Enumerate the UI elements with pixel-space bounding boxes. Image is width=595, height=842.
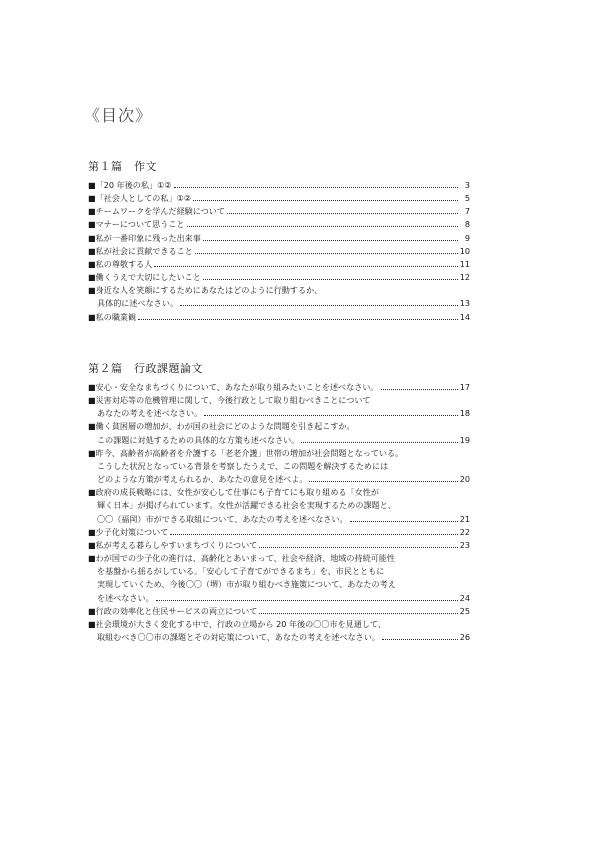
toc-entry[interactable] bbox=[88, 192, 470, 205]
toc-entry-text: ■チームワークを学んだ経験について bbox=[88, 206, 225, 217]
toc-entry[interactable] bbox=[88, 552, 470, 605]
toc-page-number: 23 bbox=[459, 539, 470, 550]
toc-entry-text: ■私が一番印象に残った出来事 bbox=[88, 232, 201, 243]
dot-leader bbox=[382, 639, 458, 640]
dot-leader bbox=[301, 442, 457, 443]
toc-entry-text: ■私の尊敬する人 bbox=[88, 258, 153, 269]
toc-entry-line bbox=[88, 499, 470, 512]
toc-entry-text: ■「20 年後の私」①② bbox=[88, 180, 172, 190]
toc-entry[interactable] bbox=[88, 232, 470, 245]
dot-leader bbox=[204, 415, 457, 416]
section-heading: 第１篇 作文 bbox=[88, 160, 157, 173]
toc-entry-line bbox=[88, 552, 470, 565]
toc-page-number: 18 bbox=[459, 408, 470, 419]
toc-entry-line bbox=[88, 311, 470, 324]
toc-entry-line bbox=[88, 447, 470, 460]
toc-entry-text: ■マナーについて思うこと bbox=[88, 219, 185, 230]
toc-entry-text: あなたの考えを述べなさい。 bbox=[97, 408, 203, 419]
dot-leader bbox=[180, 305, 458, 306]
page-title: 《目次》 bbox=[84, 106, 153, 125]
toc-entry-line bbox=[88, 473, 470, 486]
toc-entry-text: を基盤から揺るがしている。「安心して子育てができるまち」を、市民とともに bbox=[97, 566, 385, 577]
dot-leader bbox=[174, 187, 458, 188]
toc-page-number: 25 bbox=[459, 605, 470, 616]
toc-entry-text: ■身近な人を笑顔にするためにあなたはどのように行動するか、 bbox=[88, 285, 323, 296]
toc-entry[interactable] bbox=[88, 394, 470, 420]
dot-leader bbox=[138, 319, 458, 320]
toc-entry-line bbox=[88, 460, 470, 473]
toc-entry-text: 具体的に述べなさい。 bbox=[97, 298, 178, 309]
toc-entry-line bbox=[88, 245, 470, 258]
dot-leader bbox=[187, 226, 458, 227]
toc-page-number: 22 bbox=[459, 526, 470, 537]
dot-leader bbox=[170, 534, 457, 535]
toc-entry[interactable] bbox=[88, 447, 470, 486]
toc-entry-line bbox=[88, 486, 470, 499]
dot-leader bbox=[350, 521, 458, 522]
toc-entry[interactable] bbox=[88, 311, 470, 324]
toc-entry-text: ■働くうえで大切にしたいこと bbox=[88, 272, 201, 283]
toc-entry[interactable] bbox=[88, 539, 470, 552]
toc-entry-line bbox=[88, 605, 470, 618]
toc-entry-line bbox=[88, 565, 470, 578]
toc-entry-text: ■働く貧困層の増加が、わが国の社会にどのような問題を引き起こすか。 bbox=[88, 421, 355, 432]
dot-leader bbox=[154, 266, 457, 267]
toc-entry-text: ■社会環境が大きく変化する中で、行政の立場から 20 年後の〇〇市を見通して、 bbox=[88, 618, 386, 629]
toc-entry[interactable] bbox=[88, 618, 470, 644]
toc-entry-list bbox=[88, 381, 470, 644]
toc-entry-text: ■私の職業観 bbox=[88, 311, 137, 322]
toc-entry-line bbox=[88, 618, 470, 631]
dot-leader bbox=[203, 279, 458, 280]
toc-page-number: 3 bbox=[464, 180, 470, 190]
toc-entry-line bbox=[88, 192, 470, 205]
toc-entry-list bbox=[88, 179, 470, 324]
toc-entry[interactable] bbox=[88, 245, 470, 258]
dot-leader bbox=[193, 200, 458, 201]
dot-leader bbox=[381, 389, 458, 390]
toc-entry[interactable] bbox=[88, 218, 470, 231]
toc-entry-line bbox=[88, 232, 470, 245]
toc-entry-text: こうした状況となっている背景を考察したうえで、この問題を解決するためには bbox=[97, 460, 389, 471]
toc-entry[interactable] bbox=[88, 258, 470, 271]
toc-entry-text: ■安心・安全なまちづくりについて、あなたが取り組みたいことを述べなさい。 bbox=[88, 382, 379, 392]
toc-entry-text: ■政府の成長戦略には、女性が安心して仕事にも子育てにも取り組める「女性が bbox=[88, 487, 379, 498]
toc-page-number: 7 bbox=[464, 206, 470, 217]
toc-entry-text: 取組むべき〇〇市の課題とその対応策について、あなたの考えを述べなさい。 bbox=[97, 631, 380, 642]
toc-entry-line bbox=[88, 434, 470, 447]
toc-entry-line bbox=[88, 205, 470, 218]
toc-entry[interactable] bbox=[88, 486, 470, 525]
toc-entry-line bbox=[88, 526, 470, 539]
dot-leader bbox=[195, 253, 458, 254]
toc-entry-line bbox=[88, 271, 470, 284]
toc-page-number: 9 bbox=[464, 232, 470, 243]
toc-page-number: 26 bbox=[459, 631, 470, 642]
dot-leader bbox=[259, 547, 457, 548]
toc-entry[interactable] bbox=[88, 205, 470, 218]
toc-entry-text: ■昨今、高齢者が高齢者を介護する「老老介護」世帯の増加が社会問題となっている。 bbox=[88, 447, 404, 458]
toc-page-number: 10 bbox=[459, 245, 470, 256]
toc-entry-line bbox=[88, 420, 470, 433]
toc-entry[interactable] bbox=[88, 284, 470, 310]
toc-entry-line bbox=[88, 539, 470, 552]
toc-page-number: 24 bbox=[459, 592, 470, 603]
toc-entry-text: ■行政の効率化と住民サービスの両立について bbox=[88, 605, 258, 616]
toc-entry[interactable] bbox=[88, 526, 470, 539]
dot-leader bbox=[309, 481, 457, 482]
toc-entry-line bbox=[88, 218, 470, 231]
toc-entry-line bbox=[88, 513, 470, 526]
toc-entry-line bbox=[88, 592, 470, 605]
dot-leader bbox=[259, 613, 457, 614]
dot-leader bbox=[156, 600, 458, 601]
toc-entry-line bbox=[88, 407, 470, 420]
toc-section-essays bbox=[88, 158, 470, 324]
dot-leader bbox=[227, 213, 458, 214]
toc-page-number: 8 bbox=[464, 219, 470, 230]
toc-entry-line bbox=[88, 578, 470, 591]
toc-entry-text: 〇〇（福岡）市ができる取組について、あなたの考えを述べなさい。 bbox=[97, 513, 348, 524]
toc-entry-text: 輝く日本」が掲げられています。女性が活躍できる社会を実現するための課題と、 bbox=[97, 500, 396, 511]
toc-page-number: 14 bbox=[459, 311, 470, 322]
toc-entry-text: ■私が社会に貢献できること bbox=[88, 245, 193, 256]
dot-leader bbox=[203, 240, 458, 241]
toc-section-policy-essays bbox=[88, 360, 470, 644]
toc-entry-line bbox=[88, 394, 470, 407]
toc-page-number: 21 bbox=[459, 513, 470, 524]
toc-page-number: 11 bbox=[459, 258, 470, 269]
toc-entry[interactable] bbox=[88, 179, 470, 192]
toc-entry-line bbox=[88, 179, 470, 192]
toc-page-number: 19 bbox=[459, 434, 470, 445]
toc-entry-text: 実現していくため、今後〇〇（堺）市が取り組むべき施策について、あなたの考え bbox=[97, 579, 396, 590]
section-heading: 第２篇 行政課題論文 bbox=[88, 362, 203, 375]
toc-entry[interactable] bbox=[88, 605, 470, 618]
toc-entry-text: ■私が考える暮らしやすいまちづくりについて bbox=[88, 539, 258, 550]
toc-entry-text: ■「社会人としての私」①② bbox=[88, 193, 192, 204]
toc-page-number: 20 bbox=[459, 474, 470, 485]
toc-entry[interactable] bbox=[88, 271, 470, 284]
toc-entry-line bbox=[88, 381, 470, 394]
toc-entry[interactable] bbox=[88, 381, 470, 394]
toc-entry-text: ■災害対応等の危機管理に関して、今後行政として取り組むべきことについて bbox=[88, 395, 371, 406]
toc-entry-line bbox=[88, 297, 470, 310]
toc-entry-text: どのような方策が考えられるか、あなたの意見を述べよ。 bbox=[97, 474, 308, 485]
toc-page-number: 13 bbox=[459, 298, 470, 309]
toc-entry-text: ■わが国での少子化の進行は、高齢化とあいまって、社会や経済、地域の持続可能性 bbox=[88, 553, 395, 564]
toc-entry-line bbox=[88, 258, 470, 271]
toc-page-number: 17 bbox=[459, 382, 470, 392]
toc-entry-text: ■少子化対策について bbox=[88, 526, 169, 537]
toc-entry-text: を述べなさい。 bbox=[97, 592, 154, 603]
toc-entry-line bbox=[88, 284, 470, 297]
toc-page-number: 5 bbox=[464, 193, 470, 204]
toc-entry-line bbox=[88, 631, 470, 644]
toc-entry-text: この課題に対処するための具体的な方策も述べなさい。 bbox=[97, 434, 300, 445]
toc-page-number: 12 bbox=[459, 272, 470, 283]
toc-entry[interactable] bbox=[88, 420, 470, 446]
